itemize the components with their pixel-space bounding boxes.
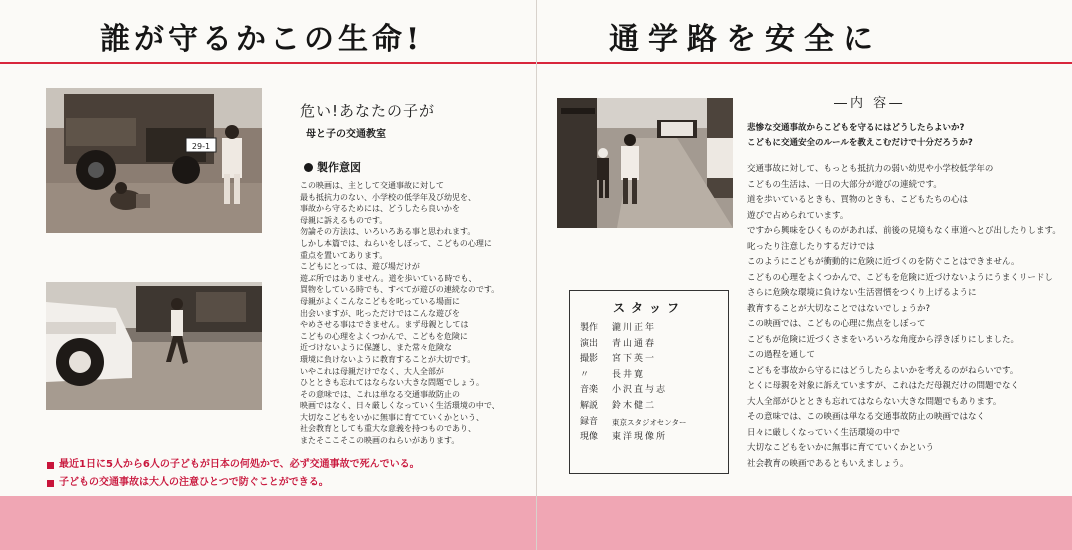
section-heading-production-intent <box>304 159 361 175</box>
warning-bullet-text: 最近1日に5人から6人の子どもが日本の何処かで、必ず交通事故で死んでいる。 <box>59 459 420 470</box>
paragraph-line: 環境に負けないように教育することが大切です。 <box>300 354 476 364</box>
truck-plate: 29-1 <box>191 142 211 151</box>
staff-role: 現像 <box>580 432 599 443</box>
section-heading-text: 製作意図 <box>317 161 361 174</box>
staff-name: 青山通春 <box>612 338 657 349</box>
warning-bullets <box>47 456 420 492</box>
content-line: この過程を通して <box>747 350 816 360</box>
staff-row <box>580 383 718 399</box>
photo-truck-children <box>46 88 262 233</box>
content-line: 大切なこどもをいかに無事に育てていくかという <box>747 443 935 453</box>
paragraph-line: 買物をしている時でも、すべてが遊びの連続なのです。 <box>300 285 500 295</box>
content-line: 交通事故に対して、もっとも抵抗力の弱い幼児や小学校低学年の <box>747 164 994 174</box>
film-title: 危い!あなたの子が <box>300 102 436 120</box>
paragraph-line: 重点を置いてあります。 <box>300 250 388 260</box>
staff-name: 東洋現像所 <box>612 432 668 443</box>
paragraph-line: 勿論その方法は、いろいろある事と思われます。 <box>300 227 476 237</box>
content-line: この映画では、こどもの心理に焦点をしぼって <box>747 319 926 329</box>
questions <box>747 121 973 151</box>
content-body <box>747 162 1061 472</box>
staff-row <box>580 368 718 384</box>
paragraph-line: またそここそこの映画のねらいがあります。 <box>300 436 460 446</box>
bullet-dot-icon <box>304 163 313 172</box>
content-line: 遊びで占められています。 <box>747 210 849 221</box>
square-bullet-icon <box>47 462 54 469</box>
content-line: こどもの生活は、一日の大部分が遊びの連続です。 <box>747 179 942 190</box>
paragraph-line: こどもにとっては、遊び場だけが <box>300 262 420 272</box>
left-pink-footer-band <box>0 496 536 550</box>
warning-bullet-text: 子どもの交通事故は大人の注意ひとつで防ぐことができる。 <box>59 477 329 488</box>
paragraph-line: 社会教育としても重大な意義を持つものであり、 <box>300 424 476 434</box>
staff-row <box>580 415 718 431</box>
staff-row <box>580 337 718 353</box>
right-page <box>536 0 1072 550</box>
paragraph-line: こどもの心理をよくつかんで、こどもを危険に <box>300 331 468 341</box>
paragraph-line: 母親に訴えるものです。 <box>300 215 388 225</box>
content-line: とくに母親を対象に訴えていますが、これはただ母親だけの問題でなく <box>747 381 1020 391</box>
staff-name: 小沢直与志 <box>612 385 668 396</box>
photo-car-running-boy <box>46 282 262 410</box>
staff-role: 撮影 <box>580 354 599 365</box>
photo-mother-child-walking <box>557 98 733 228</box>
paragraph-line: 事故から守るためには、どうしたら良いかを <box>300 204 460 214</box>
staff-title: スタッフ <box>612 301 685 315</box>
content-line: さらに危険な環境に負けない生活習慣をつくり上げるように <box>747 288 977 298</box>
staff-role: 製作 <box>580 323 599 333</box>
paragraph-line: しかし本篇では、ねらいをしぼって、こどもの心理に <box>300 238 492 248</box>
paragraph-line: やめさせる事はできません。まず母親としては <box>300 320 469 330</box>
paragraph-line: いやこれは母親だけでなく、大人全部が <box>300 366 444 376</box>
content-line: 社会教育の映画であるともいえましょう。 <box>747 458 909 469</box>
paragraph-line: 遊ぶ所ではありません。道を歩いている時でも、 <box>300 273 477 283</box>
paragraph-line: その意味では、これは単なる交通事故防止の <box>300 389 460 399</box>
question-line: 悲惨な交通事故からこどもを守るにはどうしたらよいか? <box>747 123 965 133</box>
content-heading: ―内 容― <box>834 96 906 111</box>
staff-role: 録音 <box>580 416 599 427</box>
content-line: 叱ったり注意したりするだけでは <box>747 241 875 252</box>
content-line: ですから興味をひくものがあれば、前後の見境もなく車道へとび出したりします。 <box>747 226 1061 236</box>
staff-name: 長井寛 <box>612 369 646 380</box>
right-page-title: 通学路を安全に <box>609 22 882 57</box>
content-line: 教育することが大切なことではないでしょうか? <box>747 303 931 314</box>
paragraph-line: 映画ではなく、日々厳しくなっていく生活環境の中で、 <box>300 401 500 411</box>
right-red-rule <box>537 62 1072 64</box>
paragraph-line: 出会いますが、叱っただけではこんな遊びを <box>300 308 460 318</box>
staff-name: 宮下英一 <box>612 354 657 365</box>
paragraph-line: 最も抵抗力のない、小学校の低学年及び幼児を、 <box>300 192 476 202</box>
staff-name: 鈴木健二 <box>612 400 657 411</box>
staff-row <box>580 321 718 337</box>
staff-box <box>569 290 729 474</box>
paragraph-line: 近づけないように保護し、また常々危険な <box>300 343 452 353</box>
staff-name: 瀧川正年 <box>612 323 657 333</box>
staff-row <box>580 430 718 446</box>
paragraph-line: この映画は、主として交通事故に対して <box>300 181 444 190</box>
staff-role: 解説 <box>580 400 599 411</box>
question-line: こどもに交通安全のルールを教えこむだけで十分だろうか? <box>747 138 973 148</box>
content-line: こどもの心理をよくつかんで、こどもを危険に近づけないようにうまくリードし <box>747 272 1053 283</box>
staff-row <box>580 399 718 415</box>
right-pink-footer-band <box>537 496 1072 550</box>
content-line: 道を歩いているときも、買物のときも、こどもたちの心は <box>747 195 969 205</box>
paragraph-line: ひとときも忘れてはならない大きな問題でしょう。 <box>300 378 484 388</box>
staff-role: 〃 <box>580 369 590 380</box>
production-intent-paragraph <box>300 180 530 447</box>
content-line: 大人全部がひとときも忘れてはならない大きな問題でもあります。 <box>747 396 1002 407</box>
warning-bullet <box>47 456 420 474</box>
staff-role: 音楽 <box>580 385 599 396</box>
left-page-title: 誰が守るかこの生命! <box>100 22 424 57</box>
content-line: このようにこどもが衝動的に危険に近づくのを防ぐことはできません。 <box>747 257 1020 267</box>
left-red-rule <box>0 62 536 64</box>
content-line: こどもが危険に近づくさまをいろいろな角度から浮きぼりにしました。 <box>747 334 1020 345</box>
square-bullet-icon <box>47 480 54 487</box>
film-subtitle: 母と子の交通教室 <box>306 129 386 140</box>
paragraph-line: 母親がよくこんなこどもを叱っている場面に <box>300 296 460 306</box>
content-line: こどもを事故から守るにはどうしたらよいかを考えるのがねらいです。 <box>747 365 1019 376</box>
paragraph-line: 大切なこどもをいかに無事に育てていくかという、 <box>300 412 484 422</box>
content-line: その意味では、この映画は単なる交通事故防止の映画ではなく <box>747 412 986 422</box>
warning-bullet <box>47 474 420 492</box>
content-line: 日々に厳しくなっていく生活環境の中で <box>747 427 901 438</box>
staff-name: 東京スタジオセンター <box>612 417 687 427</box>
staff-role: 演出 <box>580 338 599 349</box>
staff-row <box>580 352 718 368</box>
